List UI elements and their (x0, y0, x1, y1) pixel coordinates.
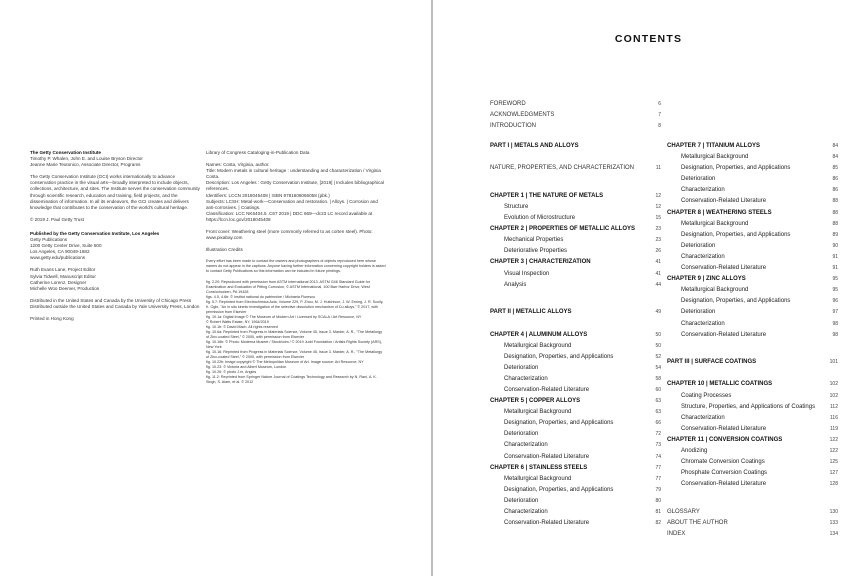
copyright-line: © 2019 J. Paul Getty Trust (30, 216, 84, 222)
toc-entry-phosphate-conversion-coatings (667, 468, 838, 479)
toc-entry-analysis (490, 280, 661, 291)
toc-spacer (490, 291, 661, 302)
mission-statement: The Getty Conservation Institute (GCI) works internationally to advance conservation practice in the visual arts—broadly interpreted to include objects, collections, architecture, and sites. The Institute serves the conservation community through scientific research, education and training, field projects, and the dissemination of information. In all its endeavors, the GCI creates and delivers knowledge that contributes to the conservation of the world's cultural heritage. (30, 174, 200, 210)
toc-entry-characterization (667, 185, 838, 196)
toc-entry-title: Deterioration (504, 364, 539, 371)
contents-page (433, 0, 864, 576)
toc-entry-title: Structure, Properties, and Applications of Coatings (681, 403, 816, 410)
credit-entry: fig. 11.2: Reprinted from Springer Nature Journal of Coatings Technology and Research by N. Rani, A. K. Singh, S. Alam, et al. © 2012 (206, 375, 377, 385)
toc-entry-page: 122 (829, 448, 838, 455)
toc-entry-deterioration (490, 496, 661, 507)
toc-entry-title: PART II | METALLIC ALLOYS (490, 309, 572, 316)
toc-entry-title: Conservation-Related Literature (681, 481, 767, 488)
toc-entry-mechanical-properties (490, 235, 661, 246)
toc-entry-title: GLOSSARY (667, 509, 700, 515)
toc-entry-title: Analysis (504, 281, 527, 288)
toc-entry-title: Visual Inspection (504, 270, 550, 277)
toc-entry-chapter-11-conversion-coatings (667, 435, 838, 446)
toc-entry-page: 128 (829, 481, 838, 488)
toc-entry-deterioration (667, 174, 838, 185)
toc-entry-title: Characterization (504, 375, 548, 382)
toc-entry-title: Metallurgical Background (681, 154, 749, 161)
production-line: Michelle Woo Deemer, Production (30, 285, 100, 291)
toc-entry-page: 77 (655, 464, 661, 471)
credit-entry: fig. 10.23: © Victoria and Albert Museum, London (206, 365, 287, 370)
production-line: Ruth Evans Lane, Project Editor (30, 267, 96, 273)
toc-entry-page: 66 (655, 420, 661, 427)
toc-entry-page: 88 (832, 220, 838, 227)
toc-spacer (667, 368, 838, 379)
toc-entry-title: Conservation-Related Literature (504, 453, 590, 460)
toc-entry-page: 133 (829, 520, 838, 527)
toc-front-matter (490, 99, 661, 132)
publisher-line: Los Angeles, CA 90049-1682 (30, 249, 90, 255)
toc-entry-part-i-metals-and-alloys (490, 141, 661, 152)
toc-entry-page: 101 (829, 359, 838, 366)
production-line: Catherine Lorenz, Designer (30, 279, 87, 285)
toc-entry-page: 98 (832, 320, 838, 327)
front-cover-credit: Front cover: Weathering steel (more commonly referred to as corten steel). Photo: www.pixabay.com (206, 229, 373, 241)
toc-entry-page: 41 (655, 270, 661, 277)
toc-entry-title: Deterioration (504, 431, 539, 438)
toc-entry-characterization (490, 440, 661, 451)
toc-entry-title: PART III | SURFACE COATINGS (667, 359, 757, 366)
credits-intro: Every effort has been made to contact the owners and photographers of objects reproduced here whose names do not appear in the captions. Anyone having further information concerning copyright holders is asked to contact Getty Publications so this information can be included in future printings. (206, 259, 386, 274)
toc-entry-title: FOREWORD (490, 101, 526, 107)
toc-entry-page: 95 (832, 276, 838, 283)
toc-entry-title: Deterioration (681, 242, 716, 249)
publisher-line: www.getty.edu/publications (30, 255, 86, 261)
toc-spacer (667, 341, 838, 352)
toc-spacer (490, 318, 661, 329)
distribution-line: Distributed in the United States and Canada by the University of Chicago Press (30, 297, 192, 303)
toc-right-column (667, 141, 838, 540)
toc-entry-page: 15 (655, 215, 661, 222)
toc-entry-characterization (667, 413, 838, 424)
toc-entry-page: 84 (832, 154, 838, 161)
toc-entry-conservation-related-literature (667, 263, 838, 274)
toc-entry-title: CHAPTER 4 | ALUMINUM ALLOYS (490, 331, 588, 338)
toc-entry-page: 44 (655, 281, 661, 288)
toc-entry-page: 52 (655, 353, 661, 360)
toc-entry-page: 63 (655, 409, 661, 416)
publisher-line: 1200 Getty Center Drive, Suite 500 (30, 243, 102, 249)
toc-entry-chapter-10-metallic-coatings (667, 379, 838, 390)
staff-line: Jeanne Marie Teutonico, Associate Director, Programs (30, 162, 141, 168)
toc-entry-deterioration (667, 241, 838, 252)
toc-entry-page: 50 (655, 331, 661, 338)
toc-entry-page: 12 (655, 192, 661, 199)
credit-entry: fig. 10.16: Reprinted from Progress in Materials Science, Volume 45, Issue 3, Marder, A. R., "The Metallurgy of Zinc-coated Steel," © 2000, with permission from Elsevier (206, 350, 383, 360)
toc-entry-metallurgical-background (667, 152, 838, 163)
toc-entry-conservation-related-literature (490, 452, 661, 463)
credits-list (206, 259, 386, 385)
toc-entry-title: Conservation-Related Literature (504, 386, 590, 393)
toc-entry-deteriorative-properties (490, 246, 661, 257)
toc-entry-characterization (490, 507, 661, 518)
cip-classification: Classification: LCC NK6404.5 .C67 2019 | DDC 669—dc23 LC record available at https://lccn.loc.gov/2018045408 (206, 210, 373, 222)
toc-entry-title: Designation, Properties, and Applications (504, 486, 614, 493)
toc-entry-chapter-7-titanium-alloys (667, 141, 838, 152)
toc-entry-metallurgical-background (490, 407, 661, 418)
toc-entry-chapter-5-copper-alloys (490, 396, 661, 407)
toc-entry-page: 60 (655, 386, 661, 393)
toc-entry-title: NATURE, PROPERTIES, AND CHARACTERIZATION (490, 165, 635, 172)
toc-entry-title: Phosphate Conversion Coatings (681, 470, 768, 477)
toc-entry-page: 84 (832, 143, 838, 149)
toc-entry-title: CHAPTER 11 | CONVERSION COATINGS (667, 436, 783, 443)
toc-entry-title: Characterization (504, 442, 548, 449)
toc-entry-title: Deterioration (681, 309, 716, 316)
toc-entry-title: Mechanical Properties (504, 237, 564, 244)
toc-entry-visual-inspection (490, 269, 661, 280)
toc-entry-title: CHAPTER 10 | METALLIC COATINGS (667, 381, 773, 388)
toc-entry-page: 102 (829, 381, 838, 388)
toc-entry-title: CHAPTER 7 | TITANIUM ALLOYS (667, 143, 761, 149)
toc-entry-page: 88 (832, 209, 838, 216)
toc-entry-chapter-6-stainless-steels (490, 463, 661, 474)
credits-title: Illustration Credits (206, 247, 243, 253)
toc-entry-page: 23 (655, 237, 661, 244)
toc-entry-page: 88 (832, 198, 838, 205)
toc-entry-title: Metallurgical Background (504, 409, 572, 416)
publisher-line: Getty Publications (30, 237, 68, 243)
credit-entry: fig. 10.26: © photo J.m. Angles (206, 370, 257, 375)
toc-entry-coating-processes (667, 391, 838, 402)
toc-entry-glossary (667, 507, 838, 518)
toc-entry-page: 50 (655, 342, 661, 349)
credit-entry: fig. 2.20: Reproduced with permission from ASTM International 2013. ASTM G46 Standard Guide for Examination and Evaluation of Pitting Corrosion, © ASTM International, 100 Barr Harbor Drive, West Conshohocken, PA 19428 (206, 280, 370, 295)
toc-entry-about-the-author (667, 518, 838, 529)
cip-title-line: Title: Modern metals in cultural heritage : understanding and characterization / Virginia Costa. (206, 168, 381, 180)
toc-entry-chapter-3-characterization (490, 257, 661, 268)
toc-entry-title: Evolution of Microstructure (504, 215, 576, 222)
toc-entry-page: 54 (655, 364, 661, 371)
credit-entry: fig. 10.1a: Digital Image © The Museum of Modern Art / Licensed by SCALA / Art Resource, NY (206, 315, 362, 320)
toc-entry-anodizing (667, 446, 838, 457)
toc-entry-page: 7 (658, 112, 661, 119)
toc-entry-title: Designation, Properties, and Applications (504, 353, 614, 360)
toc-entry-title: Anodizing (681, 448, 708, 455)
toc-entry-deterioration (490, 363, 661, 374)
toc-entry-title: Metallurgical Background (681, 287, 749, 294)
toc-entry-title: CHAPTER 6 | STAINLESS STEELS (490, 464, 588, 471)
toc-entry-page: 95 (832, 287, 838, 294)
toc-entry-page: 127 (829, 470, 838, 477)
toc-entry-page: 102 (829, 392, 838, 399)
toc-entry-page: 80 (655, 497, 661, 504)
toc-entry-acknowledgments (490, 110, 661, 121)
toc-spacer (667, 490, 838, 501)
toc-left-column (490, 141, 661, 529)
toc-entry-page: 122 (829, 436, 838, 443)
cip-subjects: Subjects: LCSH: Metal-work—Conservation and restoration. | Alloys. | Corrosion and anti-corrosives. | Coatings. (206, 198, 378, 210)
toc-entry-page: 12 (655, 203, 661, 210)
toc-entry-chapter-8-weathering-steels (667, 208, 838, 219)
toc-entry-page: 97 (832, 309, 838, 316)
credit-entry: fig. 10.1b: © David Mach. All rights reserved (206, 325, 278, 330)
publisher-title: Published by the Getty Conservation Institute, Los Angeles (30, 230, 160, 236)
toc-entry-page: 96 (832, 298, 838, 305)
toc-entry-page: 91 (832, 253, 838, 260)
toc-entry-chromate-conversion-coatings (667, 457, 838, 468)
credit-entry: fig. 10.16b: © Photo: Moderna Museet / Stockholm / © 2019 Judd Foundation / Artists Rights Society (ARS), New York (206, 340, 382, 350)
toc-entry-conservation-related-literature (667, 479, 838, 490)
toc-entry-conservation-related-literature (667, 330, 838, 341)
toc-entry-title: Designation, Properties, and Applications (504, 420, 614, 427)
toc-entry-part-iii-surface-coatings (667, 357, 838, 368)
toc-entry-page: 41 (655, 259, 661, 266)
toc-entry-introduction (490, 121, 661, 132)
toc-entry-title: INDEX (667, 531, 686, 538)
toc-entry-title: Designation, Properties, and Applications (681, 231, 791, 238)
cip-description: Description: Los Angeles : Getty Conservation Institute, [2019] | Includes bibliographical references. (206, 180, 384, 192)
toc-entry-page: 63 (655, 398, 661, 405)
toc-entry-page: 98 (832, 331, 838, 338)
toc-entry-title: Characterization (681, 320, 725, 327)
toc-entry-chapter-2-properties-of-metallic-alloys (490, 224, 661, 235)
toc-entry-page: 8 (658, 123, 661, 130)
toc-entry-chapter-4-aluminum-alloys (490, 330, 661, 341)
toc-entry-title: Deterioration (504, 497, 539, 504)
cip-title: Library of Congress Cataloging-in-Publication Data (206, 150, 310, 155)
toc-entry-page: 58 (655, 375, 661, 382)
toc-entry-title: PART I | METALS AND ALLOYS (490, 143, 579, 149)
toc-entry-page: 74 (655, 453, 661, 460)
toc-entry-part-ii-metallic-alloys (490, 307, 661, 318)
toc-entry-title: Metallurgical Background (504, 342, 572, 349)
toc-spacer (490, 174, 661, 185)
toc-entry-title: CHAPTER 3 | CHARACTERIZATION (490, 259, 591, 266)
toc-entry-title: Deteriorative Properties (504, 248, 568, 255)
toc-entry-nature-properties-and-characterization (490, 163, 661, 174)
toc-entry-deterioration (490, 429, 661, 440)
toc-entry-page: 134 (829, 531, 838, 538)
toc-entry-designation-properties-and-applications (490, 352, 661, 363)
toc-entry-page: 73 (655, 442, 661, 449)
toc-entry-metallurgical-background (667, 219, 838, 230)
staff-line: Timothy P. Whalen, John E. and Louise Bryson Director (30, 156, 143, 162)
printed-line: Printed in Hong Kong (30, 315, 74, 321)
toc-entry-conservation-related-literature (490, 518, 661, 529)
toc-entry-page: 23 (655, 226, 661, 233)
toc-entry-title: Conservation-Related Literature (681, 198, 767, 205)
toc-entry-foreword (490, 99, 661, 110)
toc-entry-title: CHAPTER 5 | COPPER ALLOYS (490, 398, 581, 405)
toc-entry-deterioration (667, 307, 838, 318)
toc-entry-title: Coating Processes (681, 392, 732, 399)
toc-entry-page: 119 (830, 425, 838, 432)
toc-entry-title: Chromate Conversion Coatings (681, 459, 765, 466)
toc-entry-title: ACKNOWLEDGMENTS (490, 112, 555, 119)
toc-entry-page: 81 (655, 509, 661, 515)
toc-entry-designation-properties-and-applications (667, 163, 838, 174)
toc-entry-title: CHAPTER 8 | WEATHERING STEELS (667, 209, 772, 216)
toc-entry-designation-properties-and-applications (490, 485, 661, 496)
toc-spacer (490, 152, 661, 163)
toc-entry-title: Designation, Properties, and Applications (681, 298, 791, 305)
toc-entry-page: 89 (832, 231, 838, 238)
toc-entry-designation-properties-and-applications (667, 230, 838, 241)
toc-entry-title: CHAPTER 2 | PROPERTIES OF METALLIC ALLOYS (490, 226, 636, 233)
toc-entry-characterization (667, 252, 838, 263)
toc-entry-structure-properties-and-applications-of-coatings (667, 402, 838, 413)
toc-entry-metallurgical-background (490, 474, 661, 485)
toc-entry-page: 72 (655, 431, 661, 438)
toc-entry-title: CHAPTER 9 | ZINC ALLOYS (667, 276, 746, 283)
toc-entry-page: 112 (830, 403, 838, 410)
toc-entry-page: 11 (655, 165, 661, 172)
toc-entry-title: Characterization (504, 509, 548, 515)
toc-entry-title: Characterization (681, 253, 725, 260)
toc-entry-title: Structure (504, 203, 529, 210)
toc-entry-chapter-9-zinc-alloys (667, 274, 838, 285)
distribution-line: Distributed outside the United States and Canada by Yale University Press, London (30, 303, 200, 309)
toc-entry-structure (490, 202, 661, 213)
toc-entry-page: 86 (832, 176, 838, 183)
toc-entry-page: 82 (655, 520, 661, 527)
toc-entry-page: 49 (655, 309, 661, 316)
toc-entry-page: 91 (832, 265, 838, 272)
toc-entry-title: Characterization (681, 414, 725, 421)
credit-entry: figs. 4.5, 4.6b: © Institut national du patrimoine / Michaela Florescu (206, 295, 316, 300)
toc-entry-title: Conservation-Related Literature (504, 520, 590, 527)
toc-entry-evolution-of-microstructure (490, 213, 661, 224)
toc-entry-title: Metallurgical Background (681, 220, 749, 227)
toc-entry-title: Metallurgical Background (504, 475, 572, 482)
toc-entry-conservation-related-literature (667, 196, 838, 207)
toc-entry-metallurgical-background (667, 285, 838, 296)
cip-identifiers: Identifiers: LCCN 2018045408 | ISBN 9781606066058 (pbk.) (206, 192, 330, 198)
toc-entry-designation-properties-and-applications (667, 296, 838, 307)
toc-entry-page: 77 (655, 475, 661, 482)
toc-entry-title: Deterioration (681, 176, 716, 183)
toc-entry-page: 6 (658, 101, 661, 107)
toc-entry-metallurgical-background (490, 341, 661, 352)
cip-column (206, 150, 386, 385)
toc-entry-characterization (667, 319, 838, 330)
toc-entry-designation-properties-and-applications (490, 418, 661, 429)
toc-entry-title: Characterization (681, 187, 725, 194)
toc-entry-title: Conservation-Related Literature (681, 425, 767, 432)
toc-entry-conservation-related-literature (667, 424, 838, 435)
toc-entry-page: 85 (832, 165, 838, 172)
cip-names: Names: Costa, Virginia, author. (206, 162, 270, 168)
toc-entry-title: Designation, Properties, and Applications (681, 165, 791, 172)
toc-entry-page: 90 (832, 242, 838, 249)
toc-entry-characterization (490, 374, 661, 385)
toc-entry-page: 79 (655, 486, 661, 493)
credit-entry: fig. 5.7: Reprinted from Electrochimica Acta, Volume 229, P. Zhou, M. J. Hutchison, J. W. Erning, J. R. Scully, K. Ogle, "An in situ kinetic investigation of the selective dissolution mechanism of Cu alloys," © 2017, with permission from Elsevier (206, 300, 384, 315)
toc-entry-title: INTRODUCTION (490, 123, 536, 130)
toc-entry-page: 130 (829, 509, 838, 515)
production-line: Sylvia Tidwell, Manuscript Editor (30, 273, 96, 279)
copyright-page (0, 0, 431, 576)
toc-entry-title: CHAPTER 1 | THE NATURE OF METALS (490, 192, 604, 199)
toc-entry-chapter-1-the-nature-of-metals (490, 191, 661, 202)
toc-entry-page: 26 (655, 248, 661, 255)
credit-entry: fig. 10.6a: Reprinted from Progress in Materials Science, Volume 45, Issue 3, Marder, A. R., "The Metallurgy of Zinc-coated Steel," © 2000, with permission from Elsevier (206, 330, 383, 340)
toc-entry-page: 86 (832, 187, 838, 194)
credit-entry: fig. 10.22b: Image copyright © The Metropolitan Museum of Art. Image source: Art Resource, NY (206, 360, 364, 365)
toc-entry-conservation-related-literature (490, 385, 661, 396)
toc-entry-index (667, 529, 838, 540)
toc-entry-title: Conservation-Related Literature (681, 331, 767, 338)
toc-entry-title: Conservation-Related Literature (681, 265, 767, 272)
contents-title: CONTENTS (614, 33, 683, 45)
toc-entry-title: ABOUT THE AUTHOR (667, 520, 728, 527)
credit-entry: © Robert Watts Estate, NY, 1964/2019 (206, 320, 269, 325)
copyright-column (30, 150, 202, 322)
toc-entry-page: 125 (829, 459, 838, 466)
toc-entry-page: 116 (830, 414, 838, 421)
institute-title: The Getty Conservation Institute (30, 150, 101, 155)
